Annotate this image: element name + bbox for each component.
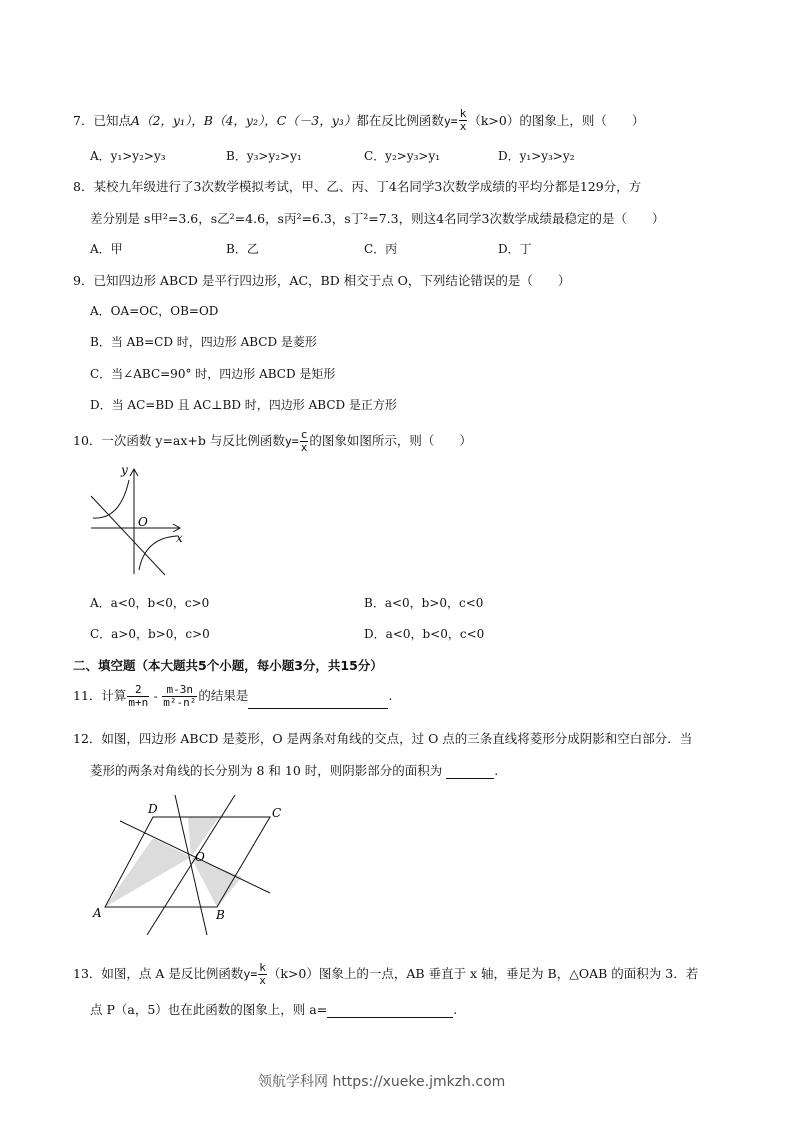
q7-fraction — [459, 108, 468, 133]
section-fill-in-title: 二、填空题（本大题共5个小题，每小题3分，共15分） — [73, 658, 383, 673]
q7-stem-mid: 都在反比例函数 — [356, 113, 444, 128]
q10-stem-end: 的图象如图所示，则（ ） — [309, 433, 472, 448]
q13-func-prefix: y= — [243, 967, 258, 981]
q7-func-prefix: y= — [443, 114, 458, 128]
q9-option-d: D．当 AC=BD 且 AC⊥BD 时，四边形 ABCD 是正方形 — [90, 398, 397, 412]
q11-stem — [73, 684, 392, 709]
q8-line2: 差分别是 s甲²=3.6，s乙²=4.6，s丙²=6.3，s丁²=7.3，则这4名同学3次数学成绩最稳定的是（ ） — [90, 211, 665, 226]
q7-option-d: D．y₁>y₃>y₂ — [498, 149, 575, 163]
q7-stem — [73, 109, 644, 134]
q11-f1-den: m+n — [128, 696, 149, 709]
q13-stem — [73, 962, 698, 987]
q9-stem: 9．已知四边形 ABCD 是平行四边形，AC，BD 相交于点 O，下列结论错误的是（ ） — [73, 273, 571, 288]
q10-frac-den: x — [300, 441, 308, 454]
q12-answer-blank[interactable] — [446, 766, 494, 779]
y-axis-label: y — [121, 463, 128, 477]
q13-period: . — [453, 1002, 458, 1017]
q11-answer-blank[interactable] — [248, 696, 388, 709]
q11-fraction-1 — [127, 684, 149, 709]
q10-frac-num: c — [300, 428, 308, 441]
q12-period: . — [494, 763, 499, 778]
q7-frac-num: k — [459, 107, 467, 120]
q9-option-a: A．OA=OC，OB=OD — [90, 304, 219, 318]
q10-stem — [73, 429, 472, 454]
q7-option-b: B．y₃>y₂>y₁ — [226, 149, 302, 163]
q8-option-c: C．丙 — [364, 242, 398, 256]
q13-stem-end: （k>0）图象上的一点，AB 垂直于 x 轴，垂足为 B，△OAB 的面积为 3．若 — [267, 966, 699, 981]
vertex-label-b: B — [216, 908, 225, 922]
q13-answer-blank[interactable] — [327, 1005, 453, 1018]
q8-option-b: B．乙 — [226, 242, 259, 256]
q11-f1-num: 2 — [127, 684, 149, 697]
q10-stem-start: 10．一次函数 y=ax+b 与反比例函数 — [73, 433, 285, 448]
linear-function-line — [91, 496, 165, 575]
q10-func-prefix: y= — [284, 434, 299, 448]
q11-f2-den: m²-n² — [163, 696, 197, 709]
q11-period: . — [388, 688, 393, 703]
q12-line2 — [90, 761, 498, 779]
hyperbola-branch-upper-left — [93, 480, 129, 518]
hyperbola-branch-lower-right — [139, 536, 177, 570]
x-axis-label: x — [176, 531, 183, 545]
q13-line2-text: 点 P（a，5）也在此函数的图象上，则 a= — [90, 1002, 328, 1017]
q11-fraction-2 — [162, 684, 197, 709]
q11-stem-end: 的结果是 — [198, 688, 249, 703]
q9-option-c: C．当∠ABC=90° 时，四边形 ABCD 是矩形 — [90, 367, 336, 381]
rhombus-outline — [105, 817, 270, 907]
footer-watermark: 领航学科网 https://xueke.jmkzh.com — [258, 1074, 506, 1090]
q12-line1: 12．如图，四边形 ABCD 是菱形，O 是两条对角线的交点，过 O 点的三条直线将菱形分成阴影和空白部分．当 — [73, 731, 693, 746]
q11-f2-num: m-3n — [162, 684, 197, 697]
q10-option-c: C．a>0，b>0，c>0 — [90, 627, 210, 641]
q10-option-a: A．a<0，b<0，c>0 — [90, 596, 210, 610]
q8-option-a: A．甲 — [90, 242, 123, 256]
q8-option-d: D．丁 — [498, 242, 532, 256]
vertex-label-c: C — [272, 806, 282, 820]
q13-frac-num: k — [259, 961, 266, 974]
q10-fraction — [300, 429, 309, 454]
q10-option-d: D．a<0，b<0，c<0 — [364, 627, 485, 641]
q11-stem-start: 11．计算 — [73, 688, 127, 703]
q10-option-b: B．a<0，b>0，c<0 — [364, 596, 484, 610]
q10-graph — [85, 460, 195, 580]
q13-fraction — [258, 962, 267, 987]
q7-option-c: C．y₂>y₃>y₁ — [364, 149, 441, 163]
q11-minus: - — [152, 689, 160, 703]
q8-line1: 8．某校九年级进行了3次数学模拟考试，甲、乙、丙、丁4名同学3次数学成绩的平均分都是129分，方 — [73, 179, 642, 194]
origin-label: O — [138, 515, 148, 529]
q7-points: A（2，y₁），B（4，y₂），C（－3，y₃） — [130, 113, 357, 128]
q7-option-a: A．y₁>y₂>y₃ — [90, 149, 166, 163]
q12-rhombus-figure — [90, 795, 290, 940]
q7-frac-den: x — [459, 120, 467, 133]
q7-number-text: 7．已知点 — [73, 113, 131, 128]
q12-line2-text: 菱形的两条对角线的长分别为 8 和 10 时，则阴影部分的面积为 — [90, 763, 443, 778]
q13-frac-den: x — [259, 974, 266, 987]
center-label-o: O — [195, 850, 205, 864]
vertex-label-a: A — [93, 906, 102, 920]
q13-stem-start: 13．如图，点 A 是反比例函数 — [73, 966, 244, 981]
q13-line2 — [90, 1000, 457, 1018]
q7-stem-end: （k>0）的图象上，则（ ） — [468, 113, 645, 128]
q9-option-b: B．当 AB=CD 时，四边形 ABCD 是菱形 — [90, 335, 317, 349]
vertex-label-d: D — [148, 802, 158, 816]
